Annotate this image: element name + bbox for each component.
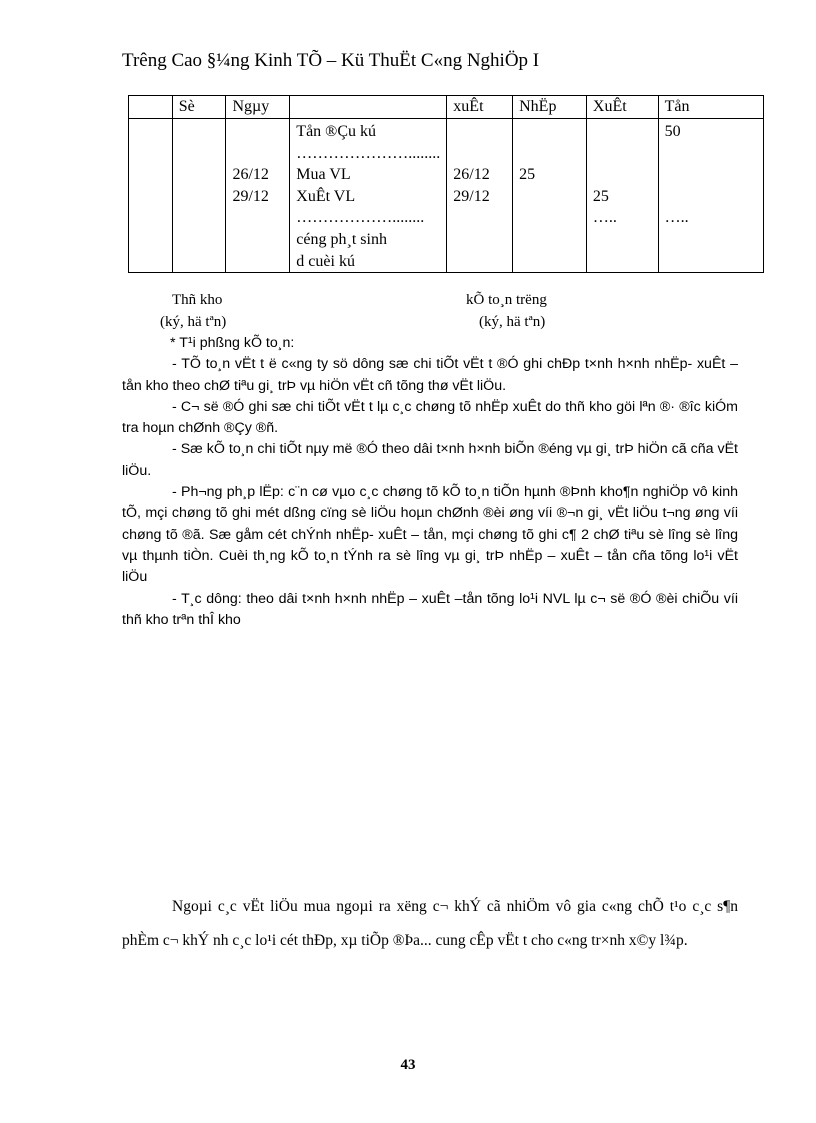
signature-chief-accountant-subtitle: (ký, hä tªn) — [479, 314, 546, 330]
signature-chief-accountant-label: kÕ to¸n trëng — [466, 292, 547, 308]
table-cell-xuat — [586, 119, 658, 273]
page-header: Trêng Cao §¼ng Kinh TÕ – Kü ThuËt C«ng NghiÖp I — [122, 50, 540, 71]
cell-line: 50 — [664, 123, 681, 140]
body-text — [122, 333, 738, 631]
paragraph: Ngoµi c¸c vËt liÖu mua ngoµi ra xëng c¬ khÝ cã nhiÖm vô gia c«ng chÕ t¹o c¸c s¶n phÈm c¬ khÝ nh c¸c lo¹i cét thÐp, xµ tiÕp ®Þa... cung cÊp vËt t cho c«ng tr×nh x©y l¾p. — [122, 898, 738, 949]
table-cell — [172, 119, 226, 273]
cell-line: Mua VL — [296, 166, 351, 184]
table-row — [129, 119, 764, 273]
cell-line: céng ph¸t sinh — [296, 230, 387, 248]
paragraph: * T¹i phßng kÕ to¸n: — [170, 335, 295, 351]
table-cell — [129, 119, 173, 273]
cell-line: 26/12 — [453, 166, 490, 184]
cell-line: ….. — [592, 209, 617, 227]
col-header-nhap: NhËp — [513, 96, 587, 119]
paragraph: - C¬ së ®Ó ghi sæ chi tiÕt vËt t lµ c¸c chøng tõ nhËp xuÊt do thñ kho göi lªn ®· ®îc kiÓm tra hoµn chØnh ®Çy ®ñ. — [122, 398, 738, 437]
cell-line: d cuèi kú — [296, 252, 355, 270]
table-cell-ngay-xuat — [447, 119, 513, 273]
paragraph: - Sæ kÕ to¸n chi tiÕt nµy më ®Ó theo dâi t×nh h×nh biÕn ®éng vµ gi¸ trÞ hiÖn cã cña vËt liÖu. — [122, 441, 738, 479]
cell-line: 26/12 — [232, 166, 269, 184]
cell-line: ………………........ — [296, 209, 425, 227]
closing-paragraph — [122, 890, 738, 958]
paragraph: - TÕ to¸n vËt t ë c«ng ty sö dông sæ chi tiÕt vËt t ®Ó ghi chÐp t×nh h×nh nhËp- xuÊt –tån kho theo chØ tiªu gi¸ trÞ vµ hiÖn vËt cñ tõng thø vËt liÖu. — [122, 356, 738, 394]
cell-line: ….. — [664, 209, 689, 227]
col-header-ngay-xuat: xuÊt — [447, 96, 513, 119]
cell-line: 29/12 — [453, 187, 490, 205]
col-header-so: Sè — [172, 96, 226, 119]
paragraph: - Ph¬ng ph¸p lËp: c¨n cø vµo c¸c chøng tõ kÕ to¸n tiÕn hµnh ®Þnh kho¶n nghiÖp vô kinh tÕ, mçi chøng tõ ghi mét dßng cïng sè liÖu hoµn chØnh ®èi øng víi ®¬n gi¸ vËt liÖu t¬ng øng víi chøng tõ ®ã. Sæ gåm cét chÝnh nhËp- xuÊt – tån, mçi chøng tõ ghi c¶ 2 chØ tiªu sè lîng sè lîng vµ thµnh tiÒn. Cuèi th¸ng kÕ to¸n tÝnh ra sè lîng vµ gi¸ trÞ nhËp – xuÊt – tån cña tõng lo¹i vËt liÖu — [122, 484, 738, 586]
cell-line: 25 — [519, 166, 536, 184]
table-cell-dien-giai — [290, 119, 447, 273]
signature-storekeeper-subtitle: (ký, hä tªn) — [160, 314, 227, 330]
signature-storekeeper-label: Thñ kho — [172, 292, 223, 308]
col-header-xuat: XuÊt — [586, 96, 658, 119]
table-header-row — [129, 96, 764, 119]
col-header-ton: Tån — [658, 96, 763, 119]
col-header-blank-1 — [129, 96, 173, 119]
paragraph: - T¸c dông: theo dâi t×nh h×nh nhËp – xuÊt –tån tõng lo¹i NVL lµ c¬ së ®Ó ®èi chiÕu víi thñ kho trªn thÎ kho — [122, 590, 738, 628]
table-cell-ton — [658, 119, 763, 273]
table-cell-ngay — [226, 119, 290, 273]
cell-line: XuÊt VL — [296, 187, 356, 205]
cell-line: 25 — [592, 187, 609, 205]
cell-line: 29/12 — [232, 187, 269, 205]
cell-line: …………………........ — [296, 144, 441, 162]
col-header-ngay: Ngµy — [226, 96, 290, 119]
col-header-dien-giai — [290, 96, 447, 119]
table-cell-nhap — [513, 119, 587, 273]
inventory-ledger-table — [128, 95, 764, 273]
page-number: 43 — [400, 1057, 416, 1073]
cell-line: Tån ®Çu kú — [296, 123, 376, 140]
